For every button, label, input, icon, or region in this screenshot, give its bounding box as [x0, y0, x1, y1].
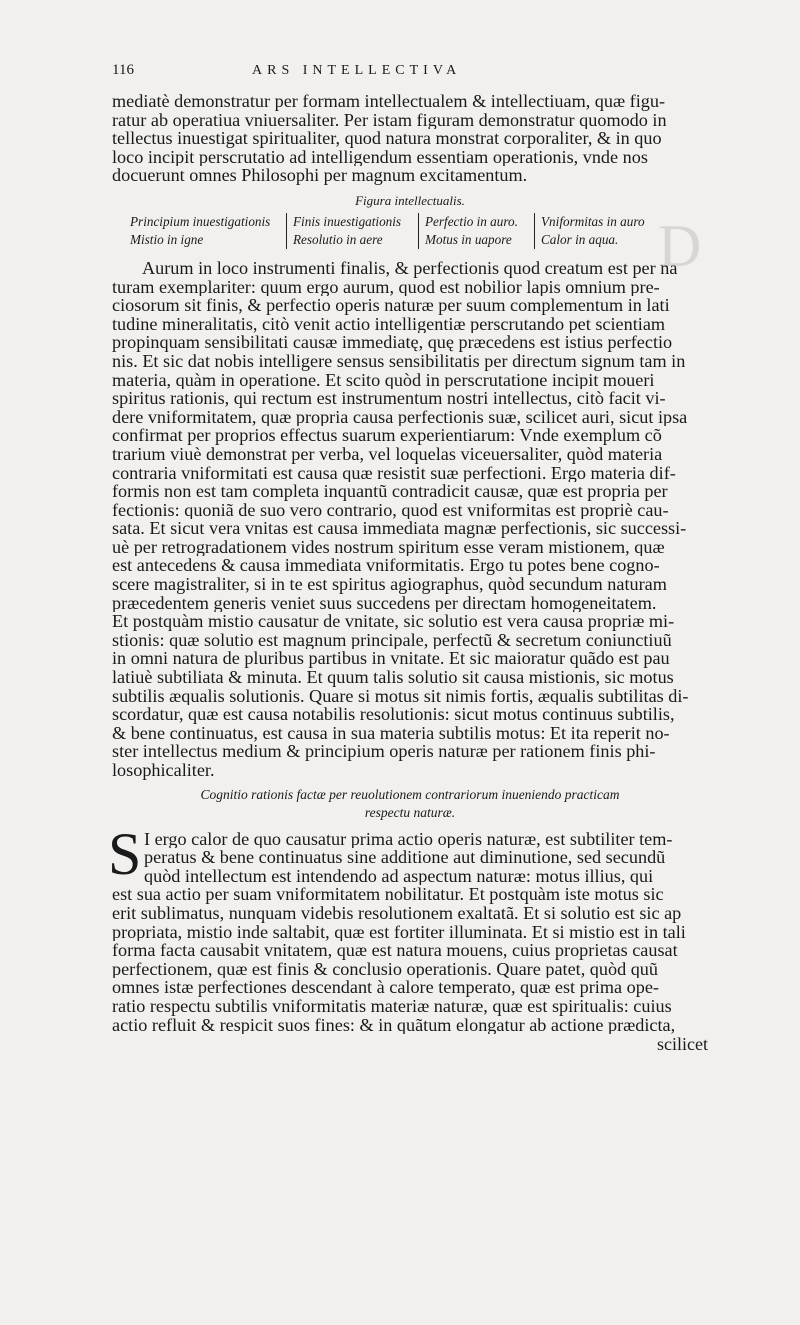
section-caption: [112, 786, 708, 822]
text-line: confirmat per proprios effectus suarum experientiarum: Vnde exemplum cõ: [112, 426, 662, 445]
drop-cap: S: [108, 820, 142, 887]
figure-cell: Vniformitas in auro: [534, 213, 664, 231]
figure-cell: Finis inuestigationis: [286, 213, 418, 231]
text-line: perfectionem, quæ est finis & conclusio operationis. Quare patet, quòd quũ: [112, 959, 658, 979]
text-line: ster intellectus medium & principium operis naturæ per rationem finis phi-: [112, 742, 656, 761]
text-line: actio refluit & respicit suos fines: & in quãtum elongatur ab actione prædicta,: [112, 1015, 676, 1035]
text-line: I ergo calor de quo causatur prima actio operis naturæ, est subtiliter tem-: [144, 829, 673, 849]
figure-title: Figura intellectualis.: [355, 192, 465, 208]
running-title: ARS INTELLECTIVA: [252, 63, 462, 78]
text-line: erit sublimatus, nunquam videbis resolutionem exaltatã. Et si solutio est sic ap: [112, 903, 682, 923]
figure-cell: Resolutio in aere: [286, 231, 418, 249]
text-line: scordatur, quæ est causa notabilis resolutionis: sicut motus continuus subtilis,: [112, 705, 675, 724]
paragraph-1: [112, 92, 708, 185]
text-line: ratio respectu subtilis vniformitatis materiæ naturæ, quæ est spiritualis: cuius: [112, 996, 672, 1016]
text-line: est antecedens & causa immediata vniformitatis. Ergo tu potes bene cogno-: [112, 556, 660, 576]
text-line: peratus & bene continuatus sine additione aut diminutione, sed secundũ: [144, 848, 666, 867]
text-line: losophicaliter.: [112, 761, 215, 780]
text-line: contraria vniformitati est causa quæ resistit suæ perfectioni. Ergo materia dif-: [112, 463, 676, 483]
text-line: tudine mineralitatis, citò venit actio intelligentiæ perscrutando pet scientiam: [112, 314, 666, 334]
text-line: forma facta causabit vnitatem, quæ est natura mouens, cuius proprietas causat: [112, 941, 678, 960]
catchword: scilicet: [657, 1034, 708, 1055]
text-line: trarium viuè demonstrat per verba, vel loquelas viceuersaliter, quòd materia: [112, 444, 663, 464]
text-line: sata. Et sicut vera vnitas est causa immediata magnæ perfectionis, sic successi-: [112, 519, 687, 538]
text-line: præcedentem generis veniet suus succedens per directam homogeneitatem.: [112, 593, 657, 613]
figure-cell: Motus in uapore: [418, 231, 534, 249]
text-line: ratur ab operatiua vniuersaliter. Per istam figuram demonstratur quomodo in: [112, 110, 667, 130]
book-page: [108, 62, 708, 1055]
text-line: scere magistraliter, si in te est spiritus agiographus, quòd secundum naturam: [112, 575, 667, 594]
figure-cell: Calor in aqua.: [534, 231, 664, 249]
text-line: uè per retrogradationem vides nostrum spiritum esse veram mistionem, quæ: [112, 537, 665, 557]
text-line: Aurum in loco instrumenti finalis, & perfectionis quod creatum est per na: [142, 258, 678, 278]
text-line: omnes istæ perfectiones descendant à calore temperato, quæ est prima ope-: [112, 978, 659, 997]
text-line: latiuè subtiliata & minuta. Et quum talis solutio sit causa mistionis, sic motus: [112, 668, 674, 687]
text-line: nis. Et sic dat nobis intelligere sensus sensibilitatis per directum signum tam in: [112, 351, 686, 371]
page-number: 116: [112, 62, 134, 78]
text-line: Et postquàm mistio causatur de vnitate, sic solutio est vera causa propriæ mi-: [112, 612, 675, 631]
text-line: stionis: quæ solutio est magnum principale, perfectũ & secretum coniunctiuũ: [112, 630, 672, 650]
caption-line: Cognitio rationis factæ per reuolutionem contrariorum inueniendo practicam: [200, 786, 620, 802]
paragraph-3: [108, 820, 708, 1035]
text-line: in omni natura de pluribus partibus in vnitate. Et sic maioratur quãdo est pau: [112, 649, 670, 669]
figure-cell: Principium inuestigationis: [130, 213, 271, 229]
text-line: ciosorum sit finis, & perfectio operis naturæ per suum complementum in lati: [112, 296, 670, 315]
text-line: loco incipit perscrutatio ad intelligendum essentiam operationis, vnde nos: [112, 147, 648, 167]
text-line: est sua actio per suam vniformitatem nobilitatur. Et postquàm iste motus sic: [112, 885, 664, 904]
text-line: spiritus rationis, qui rectum est instrumentum nostri intellectus, citò facit vi-: [112, 389, 666, 408]
figure-cell: Perfectio in auro.: [418, 213, 534, 231]
text-line: tellectus inuestigat spiritualiter, quod natura monstrat corporaliter, & in quo: [112, 129, 662, 148]
text-line: fectionis: quoniã de suo vero contrario, quod est vniformitas est propriè cau-: [112, 500, 669, 520]
text-line: subtilis æqualis solutionis. Quare si motus sit nimis fortis, æqualis subtilitas di-: [112, 686, 689, 706]
figure-cell: Mistio in igne: [130, 231, 204, 247]
text-line: dere vniformitatem, quæ propria causa perfectionis suæ, scilicet auri, sicut ipsa: [112, 407, 688, 427]
text-line: quòd intellectum est intendendo ad aspectum naturæ: motus illius, qui: [144, 866, 654, 886]
show-through-letter: D: [658, 213, 702, 279]
text-line: propriata, mistio inde saltabit, quæ est fortiter illuminata. Et si mistio est in tali: [112, 922, 686, 942]
caption-line: respectu naturæ.: [364, 804, 456, 820]
text-line: materia, quàm in operatione. Et scito quòd in perscrutatione incipit moueri: [112, 370, 655, 390]
text-line: turam exemplariter: quum ergo aurum, quod est nobilior lapis omnium pre-: [112, 277, 660, 297]
text-line: docuerunt omnes Philosophi per magnum excitamentum.: [112, 166, 528, 185]
text-line: formis non est tam completa inquantũ contradicit causæ, quæ est propria per: [112, 482, 668, 501]
running-head: [112, 62, 708, 92]
text-line: mediatè demonstratur per formam intellectualem & intellectiuam, quæ figu-: [112, 92, 666, 111]
paragraph-2: [112, 259, 708, 780]
figure-table: [124, 213, 708, 249]
text-line: & bene continuatus, est causa in sua materia subtilis motus: Et ita reperit no-: [112, 723, 670, 743]
text-line: propinquam sensibilitati causæ immediatę, quę præcedens est istius perfectio: [112, 333, 673, 352]
